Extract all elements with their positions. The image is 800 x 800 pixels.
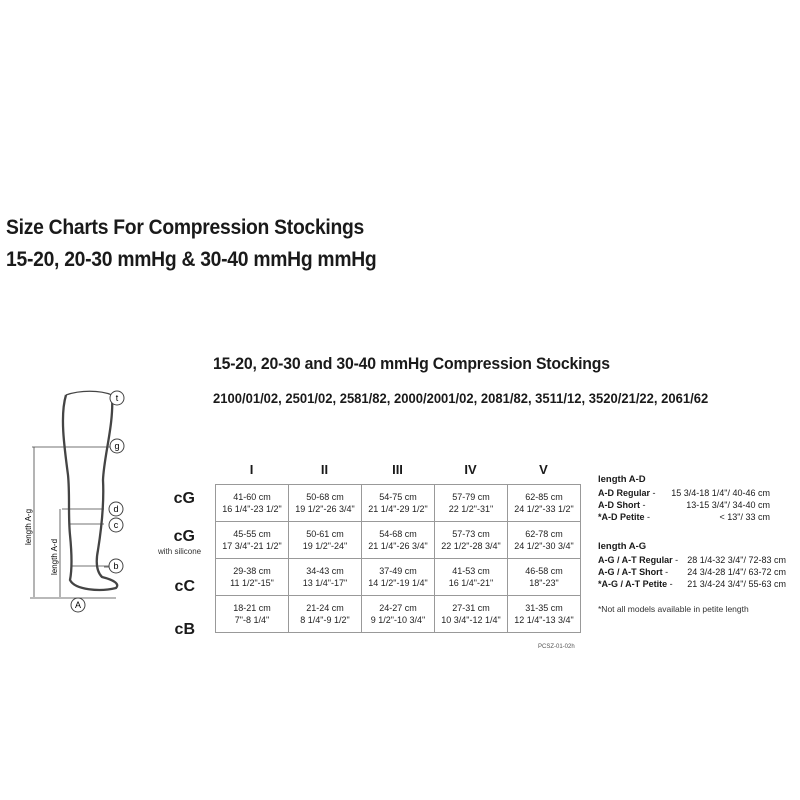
- section-title: 15-20, 20-30 and 30-40 mmHg Compression Stockings: [213, 354, 610, 373]
- length-ag-label: length A-g: [24, 508, 33, 545]
- legend-length-ag: [598, 541, 786, 590]
- table-cell: 50-68 cm 19 1/2"-26 3/4": [289, 485, 362, 522]
- column-header-1: I: [249, 462, 254, 477]
- table-cell: 57-79 cm 22 1/2"-31": [435, 485, 508, 522]
- size-chart-table: [215, 484, 581, 633]
- column-header-5: V: [539, 462, 548, 477]
- table-cell: 62-78 cm 24 1/2"-30 3/4": [508, 522, 581, 559]
- table-cell: 37-49 cm 14 1/2"-19 1/4": [362, 559, 435, 596]
- legend-row: A-D Short - 13-15 3/4"/ 34-40 cm: [598, 500, 770, 510]
- legend-row: A-D Regular - 15 3/4-18 1/4"/ 40-46 cm: [598, 488, 770, 498]
- table-cell: 57-73 cm 22 1/2"-28 3/4": [435, 522, 508, 559]
- table-row: [216, 485, 581, 522]
- marker-A: [71, 598, 85, 612]
- column-header-2: II: [320, 462, 329, 477]
- column-header-4: IV: [464, 462, 477, 477]
- leg-illustration: [20, 385, 140, 615]
- table-cell: 45-55 cm 17 3/4"-21 1/2": [216, 522, 289, 559]
- marker-t: [110, 391, 124, 405]
- marker-c: [109, 518, 123, 532]
- table-cell: 50-61 cm 19 1/2"-24": [289, 522, 362, 559]
- legend-row: A-G / A-T Short - 24 3/4-28 1/4"/ 63-72 cm: [598, 567, 786, 577]
- svg-text:t: t: [115, 393, 119, 403]
- table-cell: 54-75 cm 21 1/4"-29 1/2": [362, 485, 435, 522]
- legend-row: *A-D Petite - < 13"/ 33 cm: [598, 512, 770, 522]
- marker-g: [110, 439, 124, 453]
- table-cell: 27-31 cm 10 3/4"-12 1/4": [435, 596, 508, 633]
- table-cell: 29-38 cm 11 1/2"-15": [216, 559, 289, 596]
- table-cell: 18-21 cm 7"-8 1/4": [216, 596, 289, 633]
- row-header-cg: cG: [173, 490, 195, 507]
- marker-d: [109, 502, 123, 516]
- row-subheader-silicone: with silicone: [158, 547, 202, 556]
- table-cell: 41-60 cm 16 1/4"-23 1/2": [216, 485, 289, 522]
- svg-text:d: d: [113, 504, 119, 514]
- row-header-cg-silicone: cG: [173, 528, 195, 545]
- table-cell: 34-43 cm 13 1/4"-17": [289, 559, 362, 596]
- legend-heading: length A-G: [598, 541, 647, 552]
- marker-b: [109, 559, 123, 573]
- table-cell: 24-27 cm 9 1/2"-10 3/4": [362, 596, 435, 633]
- table-cell: 54-68 cm 21 1/4"-26 3/4": [362, 522, 435, 559]
- svg-text:g: g: [114, 441, 120, 451]
- table-row: [216, 522, 581, 559]
- table-row: [216, 559, 581, 596]
- table-cell: 46-58 cm 18"-23": [508, 559, 581, 596]
- column-header-3: III: [392, 462, 403, 477]
- legend-row: *A-G / A-T Petite - 21 3/4-24 3/4"/ 55-63 cm: [598, 579, 786, 589]
- legend-row: A-G / A-T Regular - 28 1/4-32 3/4"/ 72-83 cm: [598, 555, 786, 565]
- table-cell: 31-35 cm 12 1/4"-13 3/4": [508, 596, 581, 633]
- row-header-cc: cC: [174, 578, 195, 595]
- page-subtitle: 15-20, 20-30 mmHg & 30-40 mmHg mmHg: [6, 248, 377, 271]
- table-cell: 62-85 cm 24 1/2"-33 1/2": [508, 485, 581, 522]
- table-cell: 41-53 cm 16 1/4"-21": [435, 559, 508, 596]
- model-numbers: 2100/01/02, 2501/02, 2581/82, 2000/2001/02, 2081/82, 3511/12, 3520/21/22, 2061/62: [213, 390, 709, 406]
- svg-text:c: c: [113, 520, 119, 530]
- table-cell: 21-24 cm 8 1/4"-9 1/2": [289, 596, 362, 633]
- page-title: Size Charts For Compression Stockings: [6, 216, 365, 239]
- table-row: [216, 596, 581, 633]
- svg-text:A: A: [74, 600, 82, 610]
- row-header-cb: cB: [174, 621, 195, 638]
- length-ad-label: length A-d: [50, 538, 59, 575]
- chart-code: PCSZ-01-02h: [538, 644, 575, 650]
- legend-length-ad: [598, 474, 770, 523]
- legend-heading: length A-D: [598, 474, 646, 485]
- petite-note: *Not all models available in petite length: [598, 604, 749, 614]
- svg-text:b: b: [113, 561, 119, 571]
- leg-diagram: [20, 385, 140, 620]
